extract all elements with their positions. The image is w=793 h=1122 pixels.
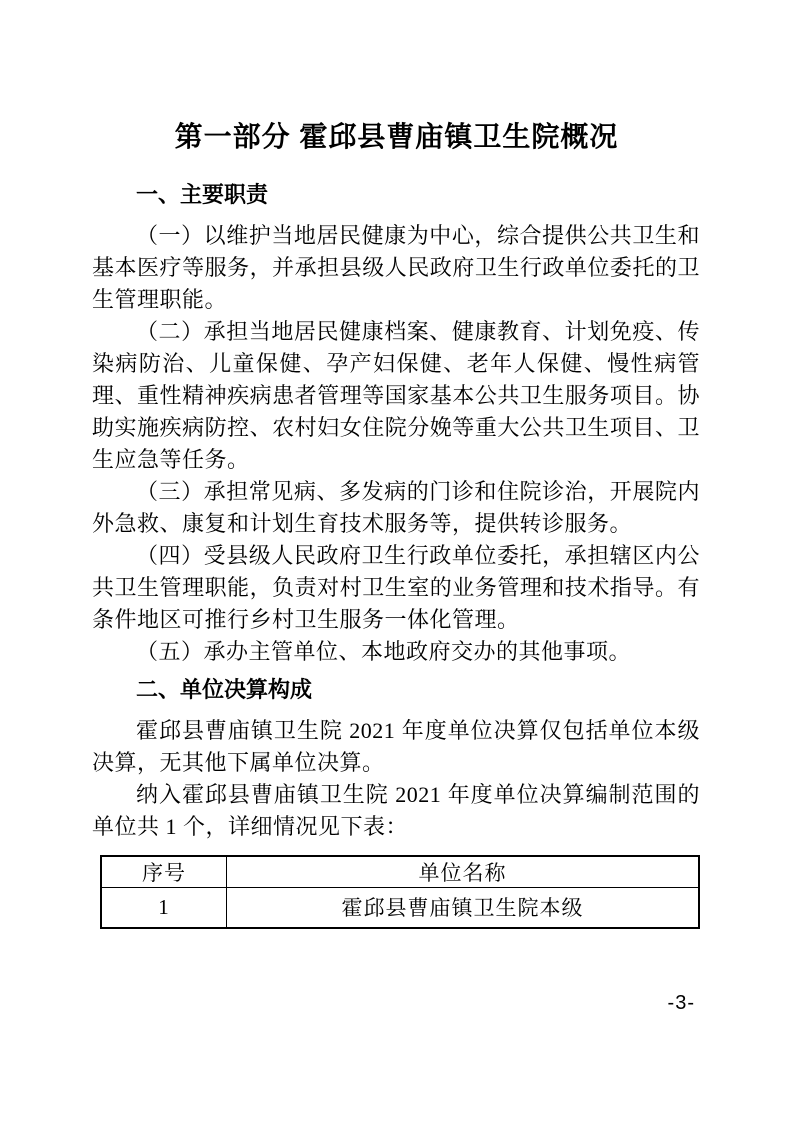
table-header-unit-name: 单位名称 — [227, 856, 700, 888]
table-cell-seq: 1 — [101, 887, 227, 928]
table-row — [101, 887, 699, 928]
paragraph-duty-1: （一）以维护当地居民健康为中心，综合提供公共卫生和基本医疗等服务，并承担县级人民政府卫生行政单位委托的卫生管理职能。 — [92, 222, 700, 312]
page-number: -3- — [667, 992, 695, 1014]
paragraph-composition-2: 纳入霍邱县曹庙镇卫生院 2021 年度单位决算编制范围的单位共 1 个，详细情况见下表： — [92, 781, 700, 839]
paragraph-duty-2: （二）承担当地居民健康档案、健康教育、计划免疫、传染病防治、儿童保健、孕产妇保健、老年人保健、慢性病管理、重性精神疾病患者管理等国家基本公共卫生服务项目。协助实施疾病防控、农村妇女住院分娩等重大公共卫生项目、卫生应急等任务。 — [92, 318, 700, 472]
document-body — [0, 179, 793, 929]
paragraph-duty-3: （三）承担常见病、多发病的门诊和住院诊治，开展院内外急救、康复和计划生育技术服务等，提供转诊服务。 — [92, 478, 700, 536]
table-header-seq: 序号 — [101, 856, 227, 888]
section-heading-final-accounts-composition: 二、单位决算构成 — [136, 676, 313, 702]
section-heading-main-duties: 一、主要职责 — [136, 181, 269, 207]
paragraph-composition-1: 霍邱县曹庙镇卫生院 2021 年度单位决算仅包括单位本级决算，无其他下属单位决算。 — [92, 717, 700, 775]
paragraph-duty-5: （五）承办主管单位、本地政府交办的其他事项。 — [136, 638, 632, 664]
table-header-row — [101, 856, 699, 888]
page-title: 第一部分 霍邱县曹庙镇卫生院概况 — [174, 121, 619, 152]
paragraph-duty-4: （四）受县级人民政府卫生行政单位委托，承担辖区内公共卫生管理职能，负责对村卫生室的业务管理和技术指导。有条件地区可推行乡村卫生服务一体化管理。 — [92, 542, 700, 632]
table-cell-unit-name: 霍邱县曹庙镇卫生院本级 — [227, 887, 700, 928]
unit-list-table — [100, 855, 700, 929]
